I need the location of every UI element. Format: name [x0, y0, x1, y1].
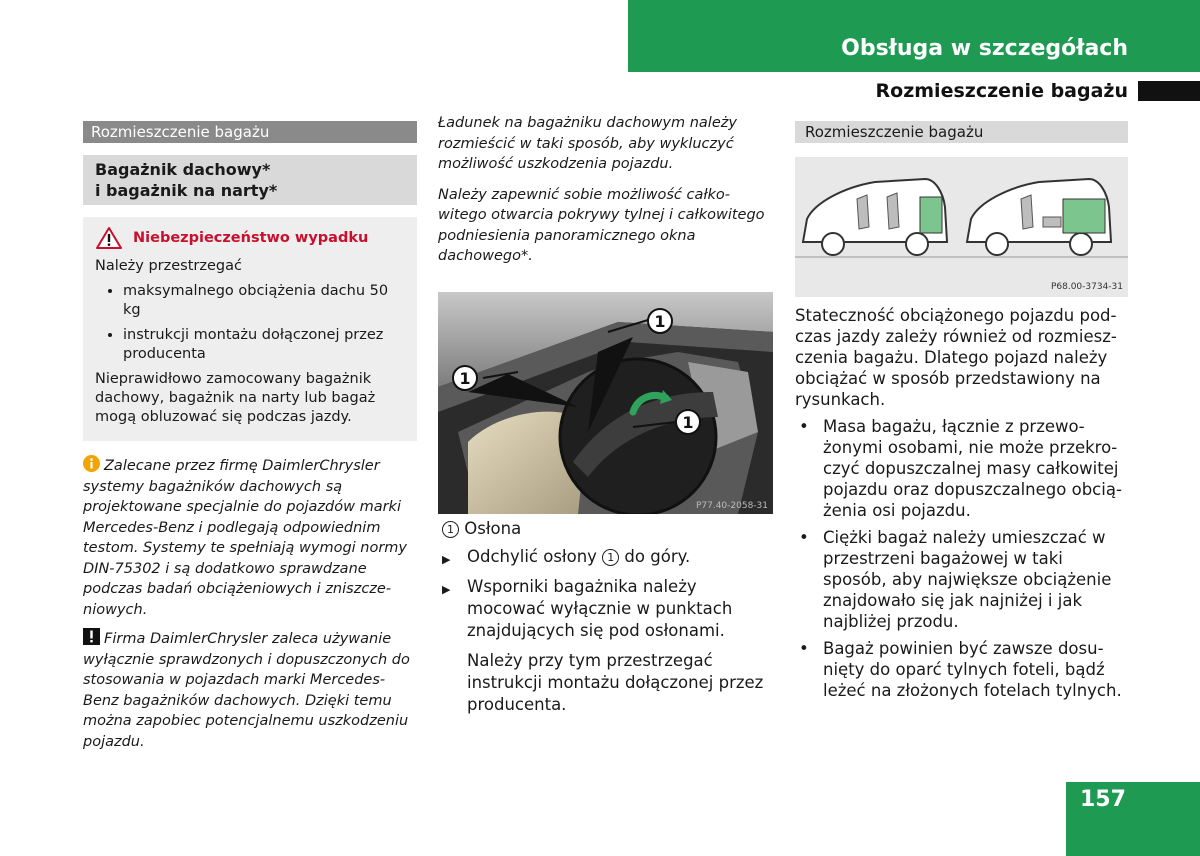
- photo-callout-left: 1: [459, 369, 471, 388]
- right-bullet: • Masa bagażu, łącznie z przewożonymi osobami, nie może przekroczyć dopuszczalnej masy całkowitej pojazdu oraz dopuszczalnego obciążenia osi pojazdu.: [795, 416, 1128, 521]
- middle-column: [438, 113, 773, 277]
- photo-callout-inset: 1: [682, 413, 694, 432]
- right-column: [795, 121, 1128, 707]
- caution-note: [83, 628, 417, 752]
- chapter-title: Obsługa w szczegółach: [841, 36, 1128, 61]
- subheading: [83, 155, 417, 205]
- subheading-line1: Bagażnik dachowy*: [95, 160, 271, 179]
- middle-lower-text: [442, 518, 772, 716]
- warning-bullet: • maksymalnego obciążenia dachu 50 kg: [123, 282, 405, 320]
- legend-number: 1: [442, 521, 459, 538]
- warning-bullet-list: [95, 282, 405, 364]
- step-1-text-a: Odchylić osłony: [467, 547, 603, 566]
- warning-heading: [95, 225, 405, 251]
- section-marker-bar: [1138, 81, 1200, 101]
- warning-outro: Nieprawidłowo zamocowany bagażnik dachowy, bagażnik na narty lub bagaż mogą obluzować się podczas jazdy.: [95, 371, 376, 425]
- load-distribution-diagram: [795, 157, 1128, 297]
- subheading-line2: i bagażnik na narty*: [95, 181, 278, 200]
- section-title: Rozmieszczenie bagażu: [875, 80, 1128, 102]
- right-text-block: [795, 305, 1128, 701]
- info-icon: [83, 455, 100, 472]
- right-bullet: • Bagaż powinien być zawsze dosunięty do oparć tylnych foteli, bądź leżeć na złożonych fotelach tylnych.: [795, 638, 1128, 701]
- step-2: ▶ Wsporniki bagażnika należy mocować wyłącznie w punktach znajdujących się pod osłonami.: [442, 576, 772, 642]
- warning-triangle-icon: [95, 226, 123, 250]
- warning-box: [83, 217, 417, 441]
- photo-callout-top: 1: [654, 312, 666, 331]
- step-2-note: Należy przy tym przestrzegać instrukcji montażu dołączonej przez producenta.: [467, 651, 764, 714]
- step-1-number: 1: [602, 549, 619, 566]
- step-1-text-b: do góry.: [619, 547, 691, 566]
- page-number: 157: [1080, 787, 1126, 812]
- info-note-text: Zalecane przez firmę DaimlerChrysler systemy bagażników dachowych są projektowane specjalnie do pojazdów marki Mercedes-Benz i podlegają odpowiednim testom. Systemy te spełniają wymogi normy DIN-75302 i są dodatkowo sprawdzane podczas badań obciążeniowych i zniszczeniowych.: [83, 458, 408, 618]
- warning-bullet: • instrukcji montażu dołączonej przez producenta: [123, 326, 405, 364]
- right-bullet: • Ciężki bagaż należy umieszczać w przestrzeni bagażowej w taki sposób, aby największe obciążenie znajdowało się jak najniżej i jak najbliżej przodu.: [795, 527, 1128, 632]
- warning-title: Niebezpieczeństwo wypadku: [133, 229, 369, 246]
- left-section-band: Rozmieszczenie bagażu: [83, 121, 417, 143]
- middle-paragraph-2: Należy zapewnić sobie możliwość całkowitego otwarcia pokrywy tylnej i całkowitego podniesienia panoramicznego okna dachowego*.: [438, 186, 765, 264]
- diagram-code: P68.00-3734-31: [1050, 282, 1123, 292]
- warning-intro: Należy przestrzegać: [95, 258, 242, 274]
- legend-text: Osłona: [464, 519, 522, 538]
- left-column: [83, 121, 417, 752]
- steps-list: [442, 546, 772, 642]
- right-section-band: Rozmieszczenie bagażu: [795, 121, 1128, 143]
- info-note: [83, 455, 417, 620]
- roof-cover-photo: [438, 292, 773, 514]
- photo-code: P77.40-2058-31: [695, 501, 768, 511]
- right-paragraph: Stateczność obciążonego pojazdu podczas jazdy zależy również od rozmieszczenia bagażu. Dlatego pojazd należy obciążać w sposób przedstawiony na rysunkach.: [795, 306, 1117, 409]
- photo-legend: [442, 518, 772, 540]
- car-load-illustration: [795, 157, 1128, 297]
- right-bullet-list: [795, 416, 1128, 701]
- step-1: [442, 546, 772, 568]
- caution-icon: [83, 628, 100, 645]
- caution-note-text: Firma DaimlerChrysler zaleca używanie wyłącznie sprawdzonych i dopuszczonych do stosowania w pojazdach marki Mercedes-Benz bagażników dachowych. Dzięki temu można zapobiec potencjalnemu uszkodzeniu pojazdu.: [83, 631, 410, 750]
- roof-photo-illustration: [438, 292, 773, 514]
- middle-paragraph-1: Ładunek na bagażniku dachowym należy rozmieścić w taki sposób, aby wykluczyć możliwość uszkodzenia pojazdu.: [438, 115, 737, 172]
